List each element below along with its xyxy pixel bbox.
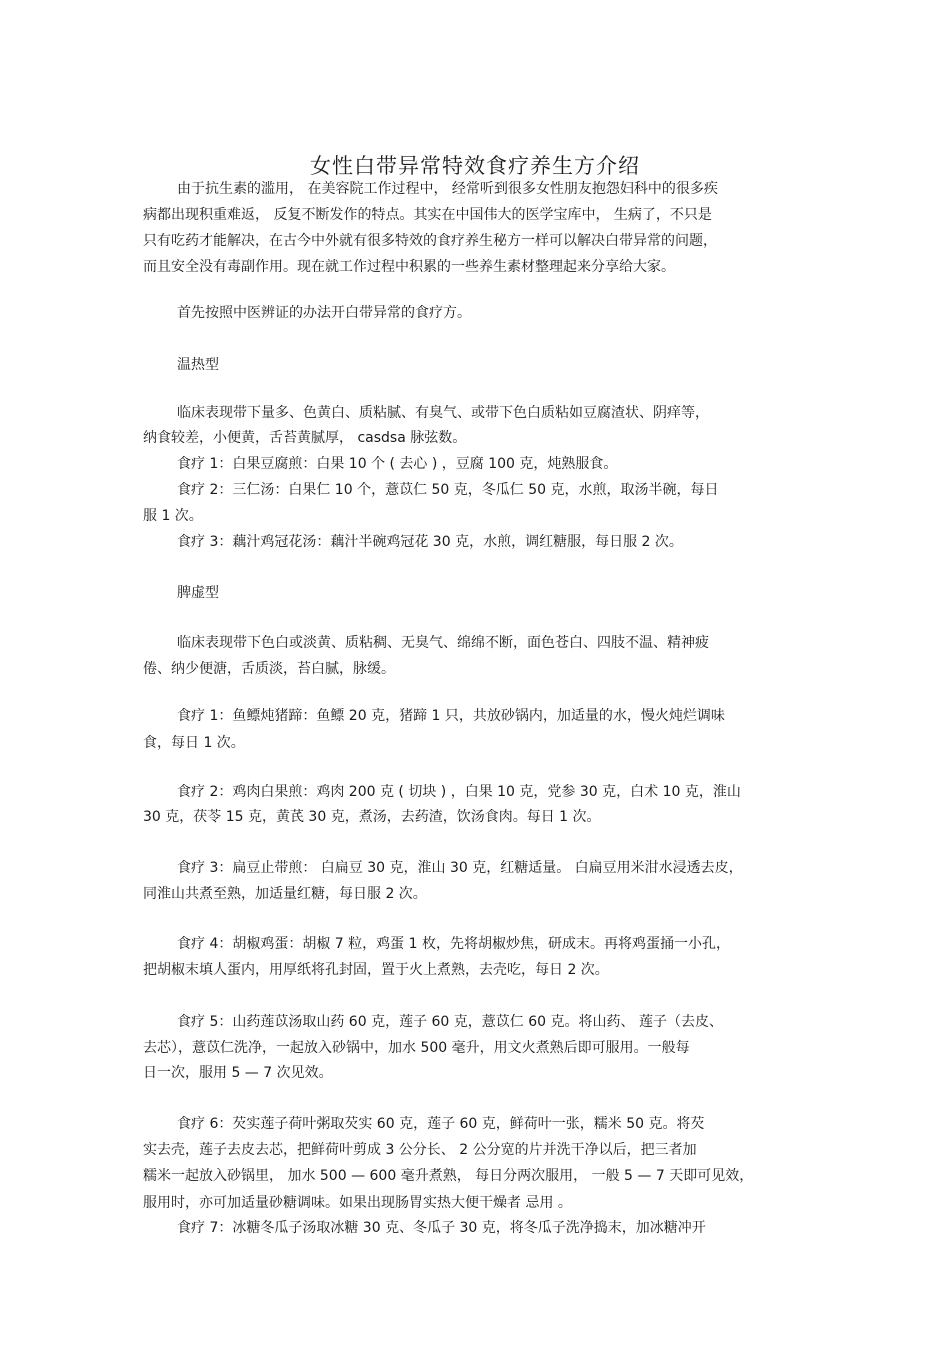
type2-recipe-5-line-2: 去芯），薏苡仁洗净，一起放入砂锅中，加水 500 毫升，用文火煮熟后即可服用。一般每 [143, 1040, 690, 1056]
type2-symptoms-line-1: 临床表现带下色白或淡黄、质粘稠、无臭气、绵绵不断，面色苍白、四肢不温、精神疲 [177, 635, 709, 651]
type1-recipe-2-line-2: 服 1 次。 [143, 508, 203, 524]
type1-symptoms-line-2: 纳食较差，小便黄，舌苔黄腻厚， casdsa 脉弦数。 [143, 430, 467, 446]
heading-damp-heat: 温热型 [177, 357, 219, 373]
type2-recipe-7-line-1: 食疗 7：冰糖冬瓜子汤取冰糖 30 克、冬瓜子 30 克，将冬瓜子洗净捣末，加冰糖冲开 [177, 1220, 706, 1236]
type2-recipe-6-line-1: 食疗 6：芡实莲子荷叶粥取芡实 60 克，莲子 60 克，鲜荷叶一张，糯米 50 克。将芡 [177, 1116, 705, 1132]
type2-recipe-2-line-2: 30 克，茯苓 15 克，黄芪 30 克，煮汤，去药渣，饮汤食肉。每日 1 次。 [143, 809, 601, 825]
type2-recipe-3-line-1: 食疗 3：扁豆止带煎： 白扁豆 30 克，淮山 30 克，红糖适量。 白扁豆用米泔水浸透去皮， [177, 860, 743, 876]
type2-recipe-1-line-1: 食疗 1：鱼鳔炖猪蹄：鱼鳔 20 克，猪蹄 1 只，共放砂锅内，加适量的水，慢火炖烂调味 [177, 708, 725, 724]
type2-symptoms-line-2: 倦、纳少便溏，舌质淡，苔白腻，脉缓。 [143, 661, 395, 677]
type1-recipe-2-line-1: 食疗 2：三仁汤：白果仁 10 个，薏苡仁 50 克，冬瓜仁 50 克，水煎，取汤半碗，每日 [177, 482, 719, 498]
type2-recipe-3-line-2: 同淮山共煮至熟，加适量红糖，每日服 2 次。 [143, 886, 427, 902]
document-title: 女性白带异常特效食疗养生方介绍 [310, 154, 640, 178]
type2-recipe-2-line-1: 食疗 2：鸡肉白果煎：鸡肉 200 克 ( 切块 ) ，白果 10 克，党参 30 克，白术 10 克，淮山 [177, 784, 741, 800]
type1-symptoms-line-1: 临床表现带下量多、色黄白、质粘腻、有臭气、或带下色白质粘如豆腐渣状、阴痒等， [177, 405, 709, 421]
type1-recipe-3: 食疗 3：藕汁鸡冠花汤：藕汁半碗鸡冠花 30 克，水煎，调红糖服，每日服 2 次。 [177, 534, 683, 550]
type2-recipe-5-line-3: 日一次，服用 5 — 7 次见效。 [143, 1065, 333, 1081]
intro-line-1: 由于抗生素的滥用， 在美容院工作过程中， 经常听到很多女性朋友抱怨妇科中的很多疾 [177, 181, 718, 197]
type1-recipe-1: 食疗 1：白果豆腐煎：白果 10 个 ( 去心 ) ，豆腐 100 克，炖熟服食。 [177, 456, 618, 472]
heading-spleen-deficiency: 脾虚型 [177, 585, 219, 601]
intro-line-3: 只有吃药才能解决，在古今中外就有很多特效的食疗养生秘方一样可以解决白带异常的问题， [143, 233, 717, 249]
type2-recipe-6-line-4: 服用时，亦可加适量砂糖调味。如果出现肠胃实热大便干燥者 忌用 。 [143, 1195, 572, 1211]
first-line: 首先按照中医辨证的办法开白带异常的食疗方。 [177, 305, 471, 321]
type2-recipe-1-line-2: 食，每日 1 次。 [143, 735, 245, 751]
intro-line-4: 而且安全没有毒副作用。现在就工作过程中积累的一些养生素材整理起来分享给大家。 [143, 259, 675, 275]
intro-line-2: 病都出现积重难返， 反复不断发作的特点。其实在中国伟大的医学宝库中， 生病了，不只是 [143, 207, 712, 223]
type2-recipe-4-line-1: 食疗 4：胡椒鸡蛋：胡椒 7 粒，鸡蛋 1 枚，先将胡椒炒焦，研成末。再将鸡蛋捅一小孔， [177, 936, 730, 952]
type2-recipe-6-line-2: 实去壳，莲子去皮去芯，把鲜荷叶剪成 3 公分长、 2 公分宽的片并洗干净以后，把三者加 [143, 1142, 697, 1158]
type2-recipe-4-line-2: 把胡椒末填人蛋内，用厚纸将孔封固，置于火上煮熟，去壳吃，每日 2 次。 [143, 962, 609, 978]
type2-recipe-5-line-1: 食疗 5：山药莲苡汤取山药 60 克，莲子 60 克，薏苡仁 60 克。将山药、 莲子（去皮、 [177, 1014, 723, 1030]
type2-recipe-6-line-3: 糯米一起放入砂锅里， 加水 500 — 600 毫升煮熟， 每日分两次服用， 一般 5 — 7 天即可见效， [143, 1168, 754, 1184]
